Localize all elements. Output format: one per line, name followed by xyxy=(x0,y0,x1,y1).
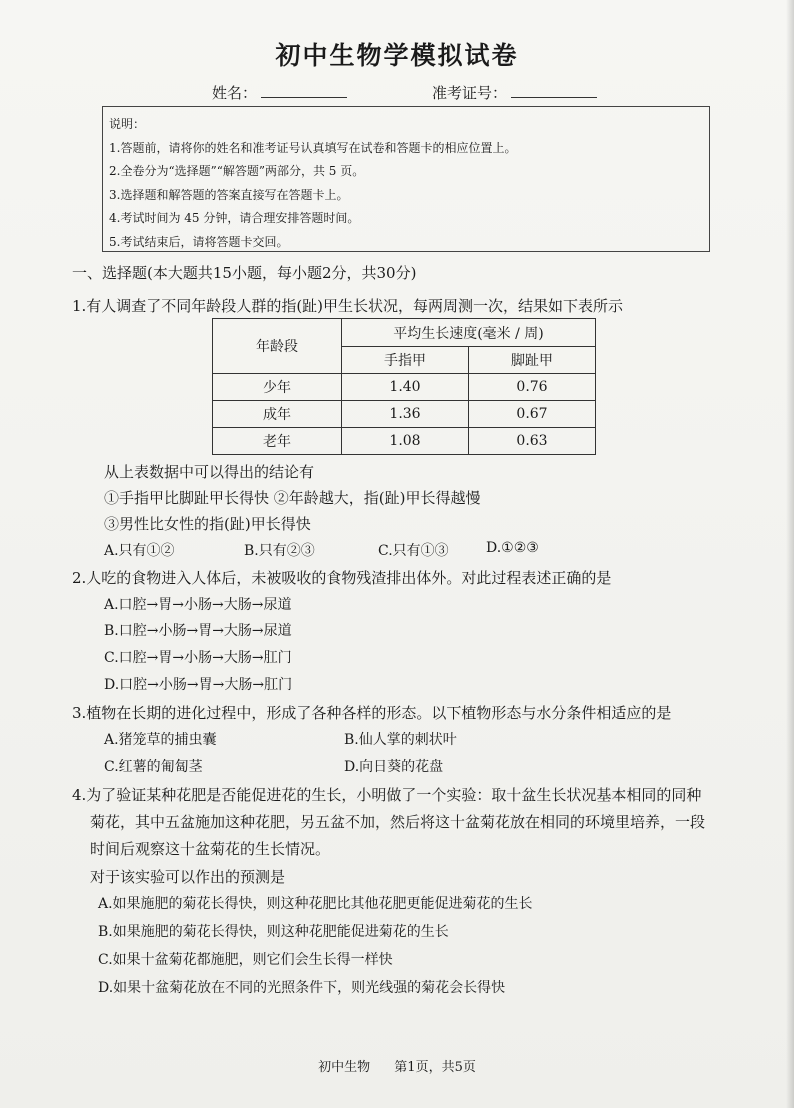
footer-page-number: 第1页，共5页 xyxy=(394,1060,476,1075)
name-field xyxy=(212,82,347,103)
option-d: D.口腔→小肠→胃→大肠→肛门 xyxy=(104,677,293,693)
name-blank xyxy=(261,83,347,98)
table-header-age: 年龄段 xyxy=(213,319,342,374)
option-a: A.只有①② xyxy=(104,543,175,559)
question-4-stem: 4.为了验证某种花肥是否能促进花的生长，小明做了一个实验：取十盆生长状况基本相同的同种 xyxy=(72,786,702,804)
statement-line: ①手指甲比脚趾甲长得快 ②年龄越大，指(趾)甲长得越慢 xyxy=(104,489,481,507)
instruction-line: 2.全卷分为“选择题”“解答题”两部分，共 5 页。 xyxy=(109,164,365,178)
question-1-lead: 从上表数据中可以得出的结论有 xyxy=(104,463,315,481)
question-4-lead: 对于该实验可以作出的预测是 xyxy=(90,868,286,886)
table-cell: 少年 xyxy=(213,374,342,401)
table-header-finger: 手指甲 xyxy=(342,347,469,374)
table-header-group: 平均生长速度(毫米 / 周) xyxy=(342,319,596,347)
table-row xyxy=(213,428,596,455)
instruction-line: 5.考试结束后，请将答题卡交回。 xyxy=(109,234,289,249)
option-b: B.只有②③ xyxy=(244,543,315,559)
section-heading: 一、选择题(本大题共15小题，每小题2分，共30分) xyxy=(72,264,417,282)
instruction-line: 1.答题前，请将你的姓名和准考证号认真填写在试卷和答题卡的相应位置上。 xyxy=(109,140,517,155)
option-c: C.只有①③ xyxy=(378,543,449,559)
option-c: C.如果十盆菊花都施肥，则它们会生长得一样快 xyxy=(98,952,393,968)
page-title: 初中生物学模拟试卷 xyxy=(275,41,519,70)
option-c: C.口腔→胃→小肠→大肠→肛门 xyxy=(104,650,292,666)
id-blank xyxy=(511,83,597,98)
table-cell: 0.76 xyxy=(468,374,595,401)
option-d: D.如果十盆菊花放在不同的光照条件下，则光线强的菊花会长得快 xyxy=(98,980,506,996)
page-footer xyxy=(0,1056,794,1075)
question-1-stem: 1.有人调查了不同年龄段人群的指(趾)甲生长状况，每两周测一次，结果如下表所示 xyxy=(72,297,624,315)
page-edge-shadow xyxy=(786,0,794,1108)
question-2-stem: 2.人吃的食物进入人体后，未被吸收的食物残渣排出体外。对此过程表述正确的是 xyxy=(72,569,612,587)
instructions-box xyxy=(102,106,710,252)
question-3-stem: 3.植物在长期的进化过程中，形成了各种各样的形态。以下植物形态与水分条件相适应的是 xyxy=(72,704,672,722)
option-d: D.向日葵的花盘 xyxy=(344,759,444,775)
option-a: A.口腔→胃→小肠→大肠→尿道 xyxy=(104,597,292,613)
name-label: 姓名： xyxy=(212,84,258,102)
instruction-line: 3.选择题和解答题的答案直接写在答题卡上。 xyxy=(109,187,349,202)
statement-line: ③男性比女性的指(趾)甲长得快 xyxy=(104,515,311,533)
question-4-stem-cont: 菊花，其中五盆施加这种花肥，另五盆不加，然后将这十盆菊花放在相同的环境里培养，一段 xyxy=(90,813,706,831)
table-cell: 老年 xyxy=(213,428,342,455)
id-label: 准考证号： xyxy=(432,84,508,102)
option-a: A.如果施肥的菊花长得快，则这种花肥比其他花肥更能促进菊花的生长 xyxy=(98,896,533,912)
id-field xyxy=(432,82,597,103)
option-d: D.①②③ xyxy=(486,540,539,556)
table-cell: 1.08 xyxy=(342,428,469,455)
instruction-line: 说明： xyxy=(109,117,146,131)
instruction-line: 4.考试时间为 45 分钟，请合理安排答题时间。 xyxy=(109,211,360,225)
table-cell: 0.67 xyxy=(468,401,595,428)
table-cell: 0.63 xyxy=(468,428,595,455)
footer-subject: 初中生物 xyxy=(318,1060,371,1075)
question-4-stem-cont: 时间后观察这十盆菊花的生长情况。 xyxy=(90,840,331,858)
option-b: B.如果施肥的菊花长得快，则这种花肥能促进菊花的生长 xyxy=(98,924,449,940)
table-row xyxy=(213,374,596,401)
option-a: A.猪笼草的捕虫囊 xyxy=(104,732,217,748)
option-c: C.红薯的匍匐茎 xyxy=(104,759,203,775)
option-b: B.仙人掌的刺状叶 xyxy=(344,732,457,748)
nail-growth-table xyxy=(212,318,596,455)
table-cell: 成年 xyxy=(213,401,342,428)
table-cell: 1.36 xyxy=(342,401,469,428)
option-b: B.口腔→小肠→胃→大肠→尿道 xyxy=(104,623,292,639)
table-cell: 1.40 xyxy=(342,374,469,401)
table-row xyxy=(213,401,596,428)
table-header-toe: 脚趾甲 xyxy=(468,347,595,374)
